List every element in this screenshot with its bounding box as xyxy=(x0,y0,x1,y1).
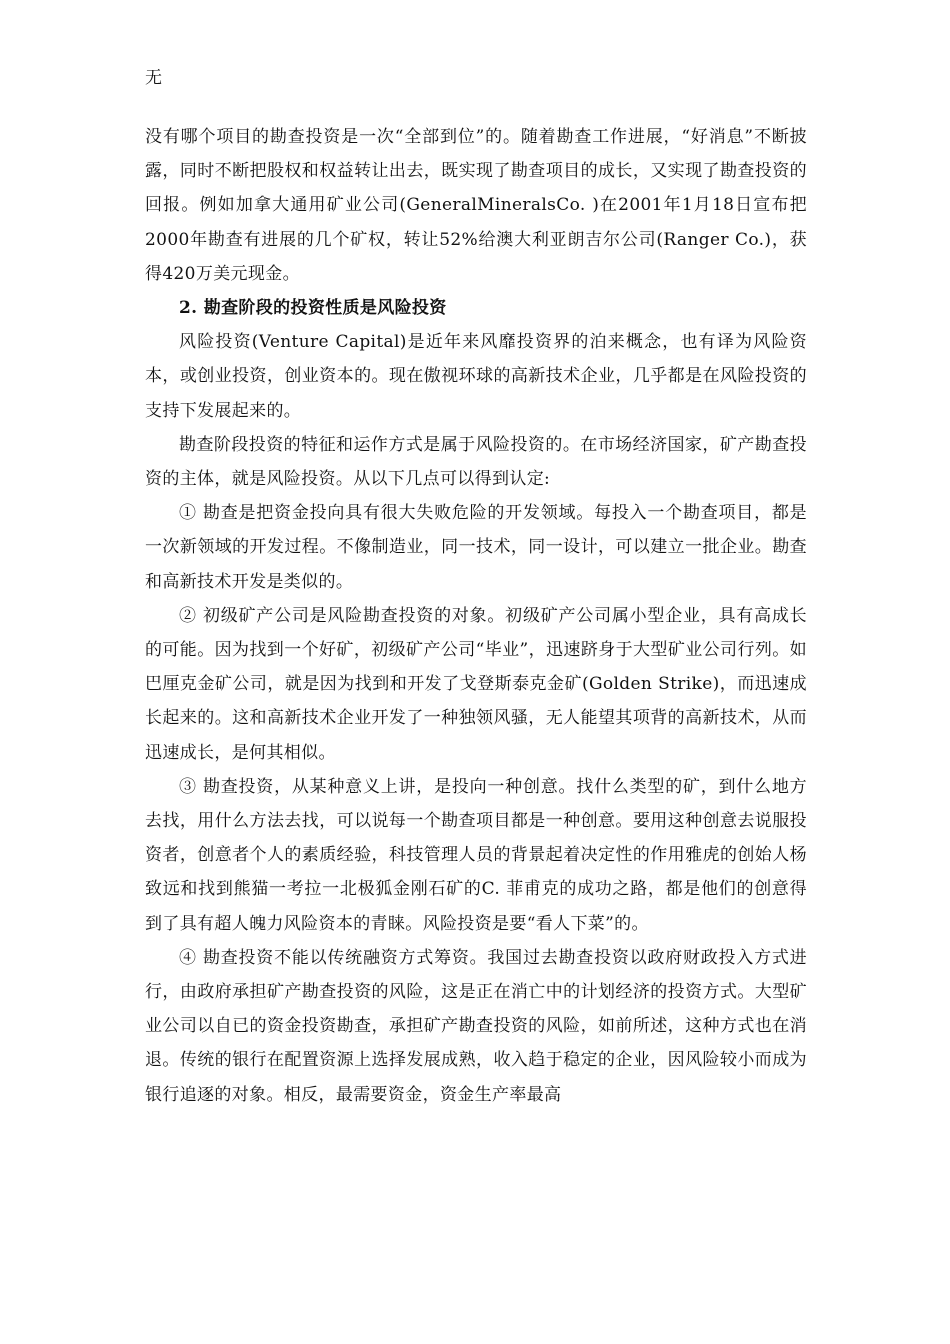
body-text xyxy=(145,120,807,1112)
paragraph-continuation: 没有哪个项目的勘查投资是一次“全部到位”的。随着勘查工作进展，“好消息”不断披露，同时不断把股权和权益转让出去，既实现了勘查项目的成长，又实现了勘查投资的回报。例如加拿大通用矿业公司(GeneralMineralsCo. )在2001年1月18日宣布把2000年勘查有进展的几个矿权，转让52%给澳大利亚朗吉尔公司(Ranger Co.)，获得420万美元现金。 xyxy=(145,127,807,284)
header-mark: 无 xyxy=(145,68,162,88)
paragraph-venture-capital: 风险投资(Venture Capital)是近年来风靡投资界的泊来概念，也有译为风险资本，或创业投资，创业资本的。现在傲视环球的高新技术企业，几乎都是在风险投资的支持下发展起来的。 xyxy=(145,332,807,421)
list-item-3: ③ 勘查投资，从某种意义上讲，是投向一种创意。找什么类型的矿，到什么地方去找，用什么方法去找，可以说每一个勘查项目都是一种创意。要用这种创意去说服投资者，创意者个人的素质经验，科技管理人员的背景起着决定性的作用雅虎的创始人杨致远和找到熊猫一考拉一北极狐金刚石矿的C. 菲甫克的成功之路，都是他们的创意得到了具有超人魄力风险资本的青睐。风险投资是要“看人下菜”的。 xyxy=(145,776,807,934)
list-item-4: ④ 勘查投资不能以传统融资方式筹资。我国过去勘查投资以政府财政投入方式进行，由政府承担矿产勘查投资的风险，这是正在消亡中的计划经济的投资方式。大型矿业公司以自已的资金投资勘查，承担矿产勘查投资的风险，如前所述，这种方式也在消退。传统的银行在配置资源上选择发展成熟，收入趋于稳定的企业，因风险较小而成为银行追逐的对象。相反，最需要资金，资金生产率最高 xyxy=(145,947,807,1105)
section-heading: 2. 勘查阶段的投资性质是风险投资 xyxy=(179,298,447,319)
list-item-1: ① 勘查是把资金投向具有很大失败危险的开发领域。每投入一个勘查项目，都是一次新领域的开发过程。不像制造业，同一技术，同一设计，可以建立一批企业。勘查和高新技术开发是类似的。 xyxy=(145,503,807,592)
paragraph-characteristics: 勘查阶段投资的特征和运作方式是属于风险投资的。在市场经济国家，矿产勘查投资的主体，就是风险投资。从以下几点可以得到认定: xyxy=(145,434,807,490)
list-item-2: ② 初级矿产公司是风险勘查投资的对象。初级矿产公司属小型企业，具有高成长的可能。因为找到一个好矿，初级矿产公司“毕业”，迅速跻身于大型矿业公司行列。如巴厘克金矿公司，就是因为找到和开发了戈登斯泰克金矿(Golden Strike)，而迅速成长起来的。这和高新技术企业开发了一种独领风骚，无人能望其项背的高新技术，从而迅速成长，是何其相似。 xyxy=(145,605,807,763)
